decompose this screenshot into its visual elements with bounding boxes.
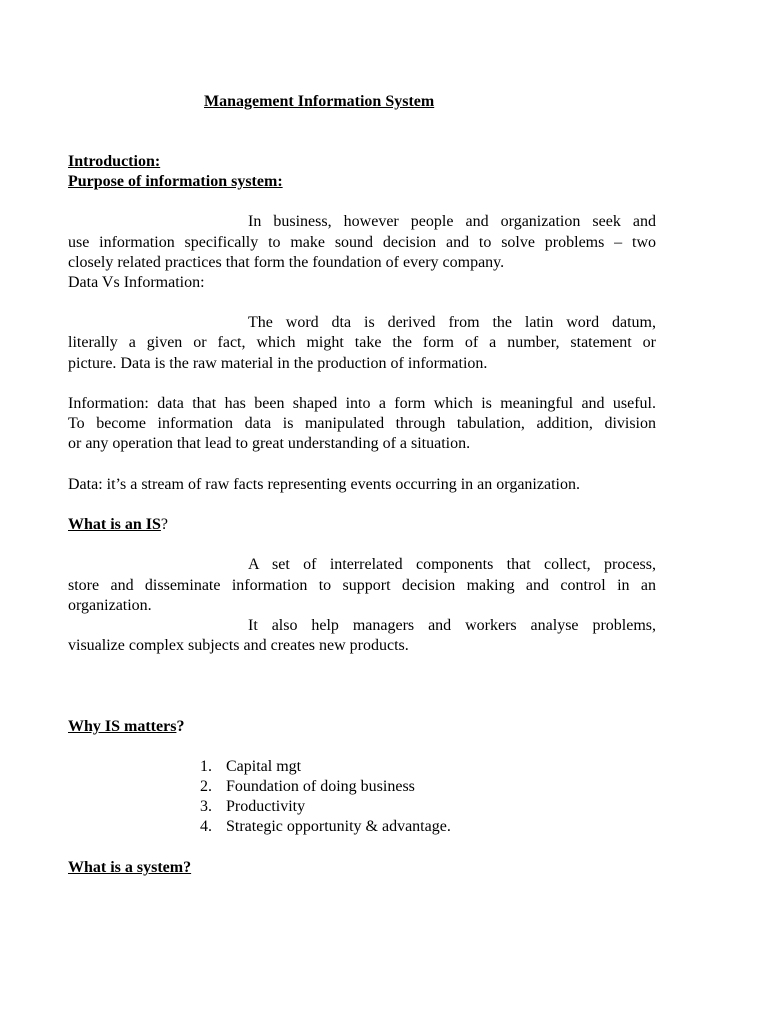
introduction-heading: Introduction: — [68, 153, 161, 170]
what-is-is-question-mark: ? — [160, 516, 169, 533]
word-data-line-2: literally a given or fact, which might take the form of a number, statement or — [68, 334, 656, 351]
list-item — [200, 777, 451, 797]
list-item-number: 4. — [200, 818, 212, 835]
list-item-number: 1. — [200, 758, 212, 775]
is-definition-line-1: A set of interrelated components that collect, process, — [248, 556, 656, 573]
is-help-line-2: visualize complex subjects and creates new products. — [68, 637, 409, 654]
word-data-line-3: picture. Data is the raw material in the production of information. — [68, 355, 488, 372]
is-definition-line-2: store and disseminate information to support decision making and control in an — [68, 577, 656, 594]
page-title: Management Information System — [204, 93, 435, 110]
why-is-matters-heading-row — [68, 717, 184, 737]
list-item — [200, 797, 451, 817]
word-data-line-1: The word dta is derived from the latin word datum, — [248, 314, 656, 331]
what-is-is-heading: What is an IS — [68, 516, 161, 533]
why-is-matters-question-mark: ? — [176, 718, 185, 735]
list-item-text: Productivity — [226, 798, 306, 815]
list-item-number: 3. — [200, 798, 212, 815]
purpose-line-3: closely related practices that form the foundation of every company. — [68, 254, 505, 271]
is-definition-line-3: organization. — [68, 597, 152, 614]
purpose-line-1: In business, however people and organization seek and — [248, 213, 656, 230]
list-item — [200, 817, 451, 837]
data-vs-information-heading: Data Vs Information: — [68, 274, 205, 291]
list-item-text: Foundation of doing business — [226, 778, 415, 795]
purpose-heading: Purpose of information system: — [68, 173, 283, 190]
list-item-number: 2. — [200, 778, 212, 795]
information-line-2: To become information data is manipulated through tabulation, addition, division — [68, 415, 656, 432]
list-item-text: Strategic opportunity & advantage. — [226, 818, 451, 835]
list-item-text: Capital mgt — [226, 758, 302, 775]
why-is-matters-heading: Why IS matters — [68, 718, 177, 735]
is-help-line-1: It also help managers and workers analyse problems, — [248, 617, 656, 634]
why-is-matters-list — [200, 757, 451, 837]
information-line-1: Information: data that has been shaped into a form which is meaningful and useful. — [68, 395, 656, 412]
purpose-line-2: use information specifically to make sound decision and to solve problems – two — [68, 234, 656, 251]
data-definition-line: Data: it’s a stream of raw facts representing events occurring in an organization. — [68, 476, 580, 493]
information-line-3: or any operation that lead to great understanding of a situation. — [68, 435, 471, 452]
what-is-is-heading-row — [68, 515, 168, 535]
what-is-a-system-heading: What is a system? — [68, 859, 192, 876]
list-item — [200, 757, 451, 777]
